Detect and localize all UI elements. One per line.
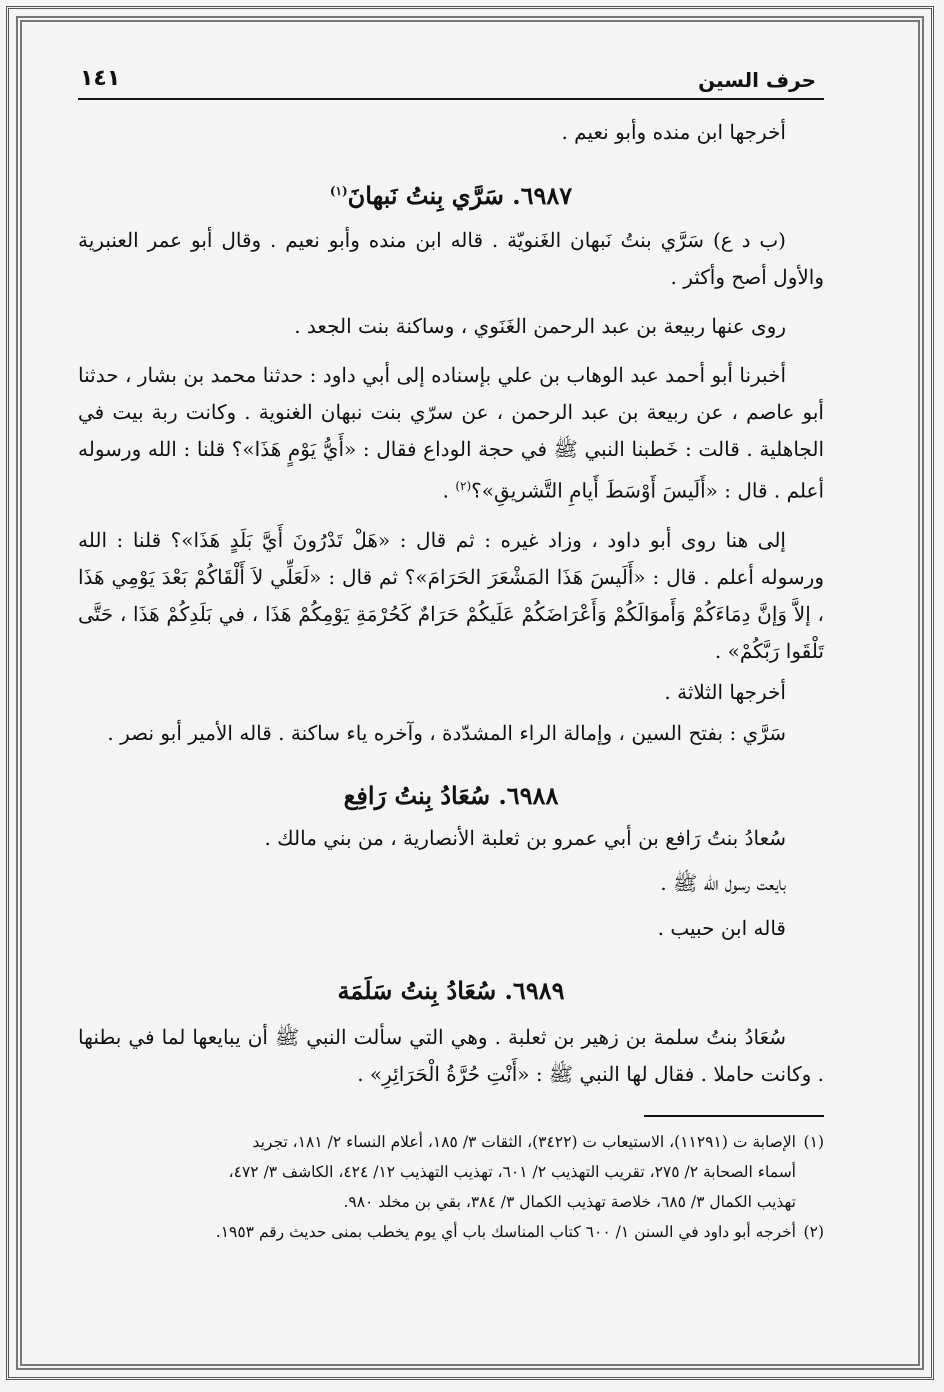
footnote-text: الإصابة ت (١١٢٩١)، الاستيعاب ت (٣٤٢٢)، الثقات ٣/ ١٨٥، أعلام النساء ٢/ ١٨١، تجريد xyxy=(252,1132,796,1151)
footnote-text: أسماء الصحابة ٢/ ٢٧٥، تقريب التهذيب ٢/ ٦٠١، تهذيب التهذيب ١٢/ ٤٢٤، الكاشف ٣/ ٤٧٢، xyxy=(228,1162,796,1181)
paragraph: قاله ابن حبيب . xyxy=(657,915,786,940)
footnote-number: (٢) xyxy=(803,1222,824,1241)
footnote-ref: (١) xyxy=(329,184,348,198)
paragraph-text: أخبرنا أبو أحمد عبد الوهاب بن علي بإسناده إلى أبي داود : حدثنا محمد بن بشار ، حدثنا أبو عاصم ، عن ربيعة بن عبد الرحمن ، عن سرّي بنت نبهان الغنوية . وكانت ربة بيت في الجاهلية . قالت : خَطبنا النبي ﷺ في حجة الوداع فقال : «أَيُّ يَوْمٍ هَذَا»؟ قلنا : الله ورسوله أعلم . قال : «أَلَيسَ أَوْسَطَ أَيامِ التَّشريقِ»؟ xyxy=(78,363,824,503)
footnote xyxy=(78,1127,824,1217)
paragraph: روى عنها ربيعة بن عبد الرحمن الغَنَوي ، وساكنة بنت الجعد . xyxy=(294,314,786,338)
paragraph: سُعَادُ بنتُ سلمة بن زهير بن ثعلبة . وهي التي سألت النبي ﷺ أن يبايعها لما في بطنها . وكانت حاملا . فقال لها النبي ﷺ : «أَنْتِ حُرَّةُ الْحَرَائِرِ» . xyxy=(78,1024,824,1086)
paragraph: بايعت رسول الله ﷺ . xyxy=(660,870,786,895)
footnote-ref: (٢) xyxy=(455,479,472,493)
paragraph: أخبرنا أبو أحمد عبد الوهاب بن علي بإسناده إلى أبي داود : حدثنا محمد بن بشار ، حدثنا أبو عاصم ، عن ربيعة بن عبد الرحمن ، عن سرّي بنت نبهان الغنوية . وكانت ربة بيت في الجاهلية . قالت : خَطبنا النبي ﷺ في حجة الوداع فقال : «أَيُّ يَوْمٍ هَذَا»؟ قلنا : الله ورسوله أعلم . قال : «أَلَيسَ أَوْسَطَ أَيامِ التَّشريقِ»؟$^{(٢)}$ . xyxy=(78,363,824,503)
paragraph: أخرجها ابن منده وأبو نعيم . xyxy=(561,120,786,144)
entry-title: ٦٩٨٩. سُعَادُ بِنتُ سَلَمَة xyxy=(337,975,565,1005)
paragraph: أخرجها الثلاثة . xyxy=(664,679,786,704)
footnote-number: (١) xyxy=(803,1132,824,1151)
entry-title: ٦٩٨٨. سُعَادُ بِنتُ رَافِع xyxy=(343,780,559,810)
entry-title-text: ٦٩٨٧. سَرَّي بِنتُ نَبهانَ xyxy=(347,181,573,210)
paragraph: سُعادُ بنتُ رَافع بن أبي عمرو بن ثعلبة الأنصارية ، من بني مالك . xyxy=(264,825,786,850)
running-header xyxy=(78,64,824,100)
entry-title xyxy=(78,171,824,216)
footnote-text: أخرجه أبو داود في السنن ١/ ٦٠٠ كتاب المناسك باب أي يوم يخطب بمنى حديث رقم ١٩٥٣. xyxy=(215,1222,796,1241)
paragraph: سَرَّي : بفتح السين ، وإمالة الراء المشدّدة ، وآخره ياء ساكنة . قاله الأمير أبو نصر . xyxy=(107,720,786,745)
page-number: ١٤١ xyxy=(80,66,121,91)
paragraph: إلى هنا روى أبو داود ، وزاد غيره : ثم قال : «هَلْ تَدْرُونَ أَيَّ بَلَدٍ هَذَا»؟ قلنا : الله ورسوله أعلم . قال : «أَلَيسَ هَذَا المَشْعَرَ الحَرَامَ»؟ ثم قال : «لَعَلِّي لاَ أَلْقَاكُمْ بَعْدَ يَوْمِي هَذَا ، إلاَّ وَإنَّ دِمَاءَكُمْ وَأَموَالَكُمْ وَأَعْرَاضَكُمْ عَلَيكُمْ حَرَامٌ كَحُرْمَةِ يَوْمِكُمْ هَذَا ، في بَلَدِكُمْ هَذَا ، حَتَّى تَلْقَوا رَبَّكُمْ» . xyxy=(78,527,824,663)
footnote-separator xyxy=(644,1115,824,1117)
footnote xyxy=(78,1217,824,1247)
footnote-text: تهذيب الكمال ٣/ ٦٨٥، خلاصة تهذيب الكمال ٣/ ٣٨٤، بقي بن مخلد ٩٨٠. xyxy=(343,1192,796,1211)
chapter-title: حرف السين xyxy=(698,68,816,92)
paragraph: (ب د ع) سَرَّي بنتُ نَبهان الغَنويّة . قاله ابن منده وأبو نعيم . وقال أبو عمر العنبرية والأول أصح وأكثر . xyxy=(78,228,824,289)
page-content xyxy=(78,64,824,1247)
